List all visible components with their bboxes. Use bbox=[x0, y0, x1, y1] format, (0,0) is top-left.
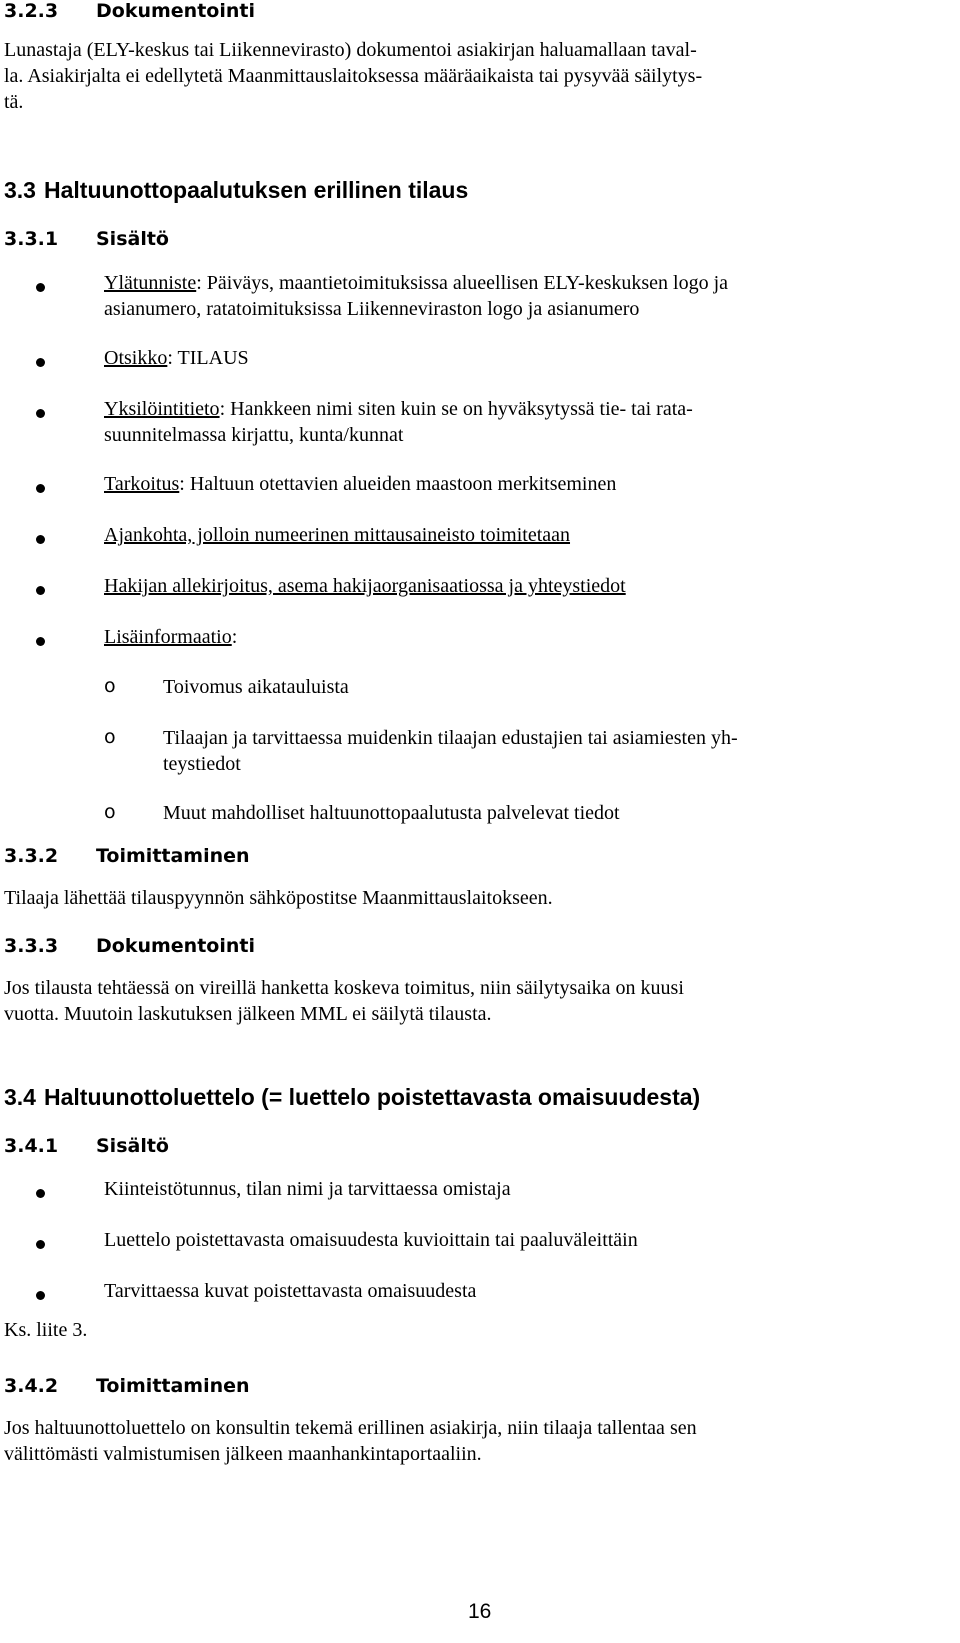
section-number: 3.3.2 bbox=[4, 845, 59, 867]
section-title: Sisältö bbox=[96, 1135, 169, 1157]
paragraph-line: Jos haltuunottoluettelo on konsultin tekemä erillinen asiakirja, niin tilaaja tallentaa sen bbox=[4, 1417, 697, 1439]
sub-list-item: Tilaajan ja tarvittaessa muidenkin tilaajan edustajien tai asiamiesten yh- bbox=[163, 727, 738, 749]
list-item-continuation: asianumero, ratatoimituksissa Liikenneviraston logo ja asianumero bbox=[104, 298, 640, 320]
bullet-icon bbox=[36, 586, 45, 595]
paragraph-line: la. Asiakirjalta ei edellytetä Maanmittauslaitoksessa määräaikaista tai pysyvää säilytys- bbox=[4, 65, 703, 87]
bullet-icon bbox=[36, 1189, 45, 1198]
paragraph-line: vuotta. Muutoin laskutuksen jälkeen MML ei säilytä tilausta. bbox=[4, 1003, 492, 1025]
section-heading-3-4-1 bbox=[4, 1135, 169, 1157]
list-item bbox=[104, 396, 693, 422]
bullet-icon bbox=[36, 1240, 45, 1249]
paragraph-line: Tilaaja lähettää tilauspyynnön sähköpostitse Maanmittauslaitokseen. bbox=[4, 887, 553, 909]
bullet-icon bbox=[36, 637, 45, 646]
paragraph-line: tä. bbox=[4, 91, 24, 113]
bullet-icon bbox=[36, 484, 45, 493]
item-text: : TILAUS bbox=[167, 347, 249, 369]
paragraph-line: Jos tilausta tehtäessä on vireillä hanketta koskeva toimitus, niin säilytysaika on kuusi bbox=[4, 977, 684, 999]
section-heading-3-4-2 bbox=[4, 1375, 250, 1397]
item-text: : Hankkeen nimi siten kuin se on hyväksytyssä tie- tai rata- bbox=[219, 398, 693, 420]
item-label: Lisäinformaatio bbox=[104, 626, 232, 648]
section-title: Toimittaminen bbox=[96, 845, 250, 867]
section-heading-3-2-3 bbox=[4, 0, 255, 22]
section-number: 3.4.2 bbox=[4, 1375, 59, 1397]
section-heading-3-4 bbox=[4, 1084, 700, 1111]
section-heading-3-3-1 bbox=[4, 228, 169, 250]
section-number: 3.3 bbox=[4, 177, 36, 203]
section-title: Dokumentointi bbox=[96, 0, 255, 22]
item-label: Ylätunniste bbox=[104, 272, 197, 294]
bullet-icon bbox=[36, 409, 45, 418]
sub-bullet-icon: o bbox=[104, 675, 116, 697]
list-item bbox=[104, 471, 616, 497]
list-item bbox=[104, 573, 626, 599]
page-number: 16 bbox=[468, 1600, 492, 1623]
sub-bullet-icon: o bbox=[104, 801, 116, 823]
item-text: : bbox=[231, 626, 238, 648]
section-title: Haltuunottopaalutuksen erillinen tilaus bbox=[44, 177, 469, 203]
section-number: 3.4 bbox=[4, 1084, 36, 1110]
list-item bbox=[104, 522, 570, 548]
item-label: Hakijan allekirjoitus, asema hakijaorganisaatiossa ja yhteystiedot bbox=[104, 575, 626, 597]
sub-list-item: Toivomus aikatauluista bbox=[163, 676, 349, 698]
list-item: Tarvittaessa kuvat poistettavasta omaisuudesta bbox=[104, 1280, 477, 1302]
item-label: Tarkoitus bbox=[104, 473, 180, 495]
item-label: Yksilöintitieto bbox=[104, 398, 220, 420]
list-item: Luettelo poistettavasta omaisuudesta kuvioittain tai paaluväleittäin bbox=[104, 1229, 638, 1251]
section-heading-3-3 bbox=[4, 177, 468, 204]
sub-list-item-continuation: teystiedot bbox=[163, 753, 241, 775]
paragraph-line: Lunastaja (ELY-keskus tai Liikennevirasto) dokumentoi asiakirjan haluamallaan taval- bbox=[4, 39, 697, 61]
paragraph-line: välittömästi valmistumisen jälkeen maanhankintaportaaliin. bbox=[4, 1443, 482, 1465]
bullet-icon bbox=[36, 283, 45, 292]
list-item bbox=[104, 624, 237, 650]
sub-bullet-icon: o bbox=[104, 726, 116, 748]
list-item-continuation: suunnitelmassa kirjattu, kunta/kunnat bbox=[104, 424, 404, 446]
list-item: Kiinteistötunnus, tilan nimi ja tarvittaessa omistaja bbox=[104, 1178, 511, 1200]
list-item bbox=[104, 345, 249, 371]
item-label: Ajankohta, jolloin numeerinen mittausaineisto toimitetaan bbox=[104, 524, 571, 546]
bullet-icon bbox=[36, 1291, 45, 1300]
section-number: 3.3.3 bbox=[4, 935, 59, 957]
item-label: Otsikko bbox=[104, 347, 168, 369]
section-number: 3.3.1 bbox=[4, 228, 59, 250]
item-text: : Päiväys, maantietoimituksissa alueellisen ELY-keskuksen logo ja bbox=[196, 272, 729, 294]
reference-note: Ks. liite 3. bbox=[4, 1319, 88, 1341]
section-title: Dokumentointi bbox=[96, 935, 255, 957]
section-heading-3-3-2 bbox=[4, 845, 250, 867]
section-title: Haltuunottoluettelo (= luettelo poistettavasta omaisuudesta) bbox=[44, 1084, 701, 1110]
item-text: : Haltuun otettavien alueiden maastoon merkitseminen bbox=[179, 473, 617, 495]
section-title: Toimittaminen bbox=[96, 1375, 250, 1397]
bullet-icon bbox=[36, 358, 45, 367]
section-number: 3.4.1 bbox=[4, 1135, 59, 1157]
section-title: Sisältö bbox=[96, 228, 169, 250]
section-number: 3.2.3 bbox=[4, 0, 59, 22]
bullet-icon bbox=[36, 535, 45, 544]
sub-list-item: Muut mahdolliset haltuunottopaalutusta palvelevat tiedot bbox=[163, 802, 620, 824]
section-heading-3-3-3 bbox=[4, 935, 255, 957]
list-item bbox=[104, 270, 728, 296]
